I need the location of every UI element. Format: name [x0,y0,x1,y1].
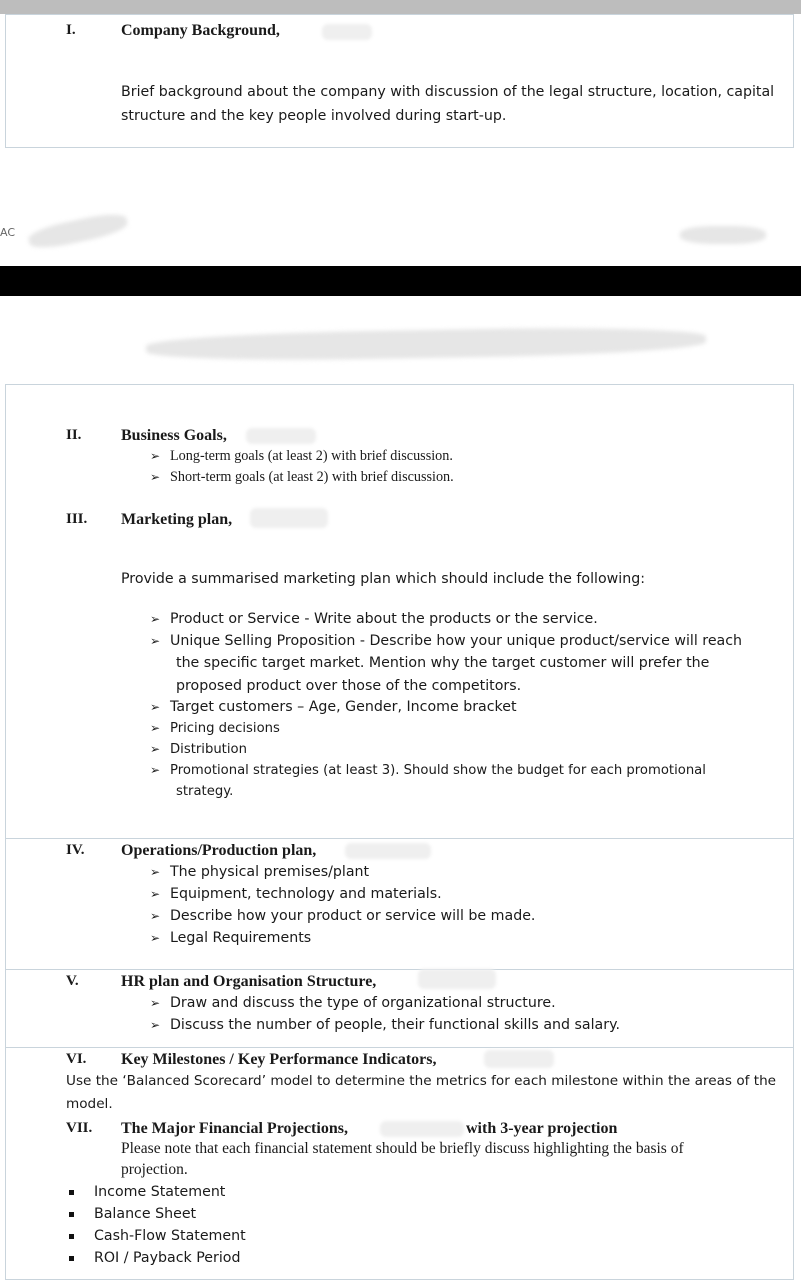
section-intro: Provide a summarised marketing plan which should include the following: [121,571,645,587]
section-title: Operations/Production plan, [121,842,317,859]
section-title: HR plan and Organisation Structure, [121,973,377,990]
section-number: IV. [66,842,85,858]
section-description: Use the ‘Balanced Scorecard’ model to determine the metrics for each milestone within the areas of the [66,1073,777,1089]
section-number: II. [66,427,82,443]
list-item-continuation: proposed product over those of the competitors. [176,678,522,694]
list-item: ➢ Draw and discuss the type of organizational structure. [150,993,556,1014]
section-description: structure and the key people involved during start-up. [121,108,507,124]
redaction-smear [418,969,496,989]
section-description: Please note that each financial statement should be briefly discuss highlighting the basis of [121,1140,684,1157]
redaction-smear [484,1050,554,1068]
list-item: Balance Sheet [66,1203,196,1225]
list-item: ➢ Distribution [150,739,247,760]
section-description: model. [66,1096,113,1112]
list-item: ➢ Product or Service - Write about the products or the service. [150,609,598,630]
section-description: Brief background about the company with discussion of the legal structure, location, capital [121,84,775,100]
redaction-smear [250,508,328,528]
section-title: The Major Financial Projections, [121,1120,348,1137]
redaction-smear [380,1121,464,1137]
redaction-smear [345,843,431,859]
redaction-smear [27,210,129,252]
list-item: Cash-Flow Statement [66,1225,246,1247]
list-item-continuation: strategy. [176,784,234,799]
edge-text-fragment: AC [0,226,16,239]
top-gray-bar [0,0,801,14]
list-item: ➢ Long-term goals (at least 2) with brief discussion. [150,446,453,467]
section-number: V. [66,973,79,989]
section-number: III. [66,511,88,527]
section-title-tail: with 3-year projection [466,1120,618,1137]
list-item: ➢ Legal Requirements [150,928,311,949]
list-item: ➢ Discuss the number of people, their functional skills and salary. [150,1015,620,1036]
list-item: ➢ The physical premises/plant [150,862,369,883]
section-number: VII. [66,1120,93,1136]
redaction-smear [322,24,372,40]
section-title: Business Goals, [121,427,227,444]
list-item: ➢ Pricing decisions [150,718,280,739]
divider [5,1047,794,1048]
list-item: ➢ Target customers – Age, Gender, Income bracket [150,697,517,718]
divider [5,838,794,839]
list-item: ➢ Describe how your product or service will be made. [150,906,535,927]
section-title: Key Milestones / Key Performance Indicators, [121,1051,437,1068]
redaction-smear [146,325,706,363]
divider [5,969,794,970]
list-item: ➢ Unique Selling Proposition - Describe how your unique product/service will reach [150,631,742,652]
list-item: ROI / Payback Period [66,1247,240,1269]
section-title: Company Background, [121,22,280,39]
list-item-continuation: the specific target market. Mention why the target customer will prefer the [176,655,710,671]
list-item: ➢ Promotional strategies (at least 3). Should show the budget for each promotional [150,760,706,781]
redaction-smear [246,428,316,444]
list-item: ➢ Equipment, technology and materials. [150,884,442,905]
black-band [0,266,801,296]
redaction-smear [680,226,766,244]
list-item: ➢ Short-term goals (at least 2) with brief discussion. [150,467,454,488]
section-number: VI. [66,1051,87,1067]
section-description: projection. [121,1161,188,1178]
section-number: I. [66,22,76,38]
list-item: Income Statement [66,1181,225,1203]
section-title: Marketing plan, [121,511,233,528]
